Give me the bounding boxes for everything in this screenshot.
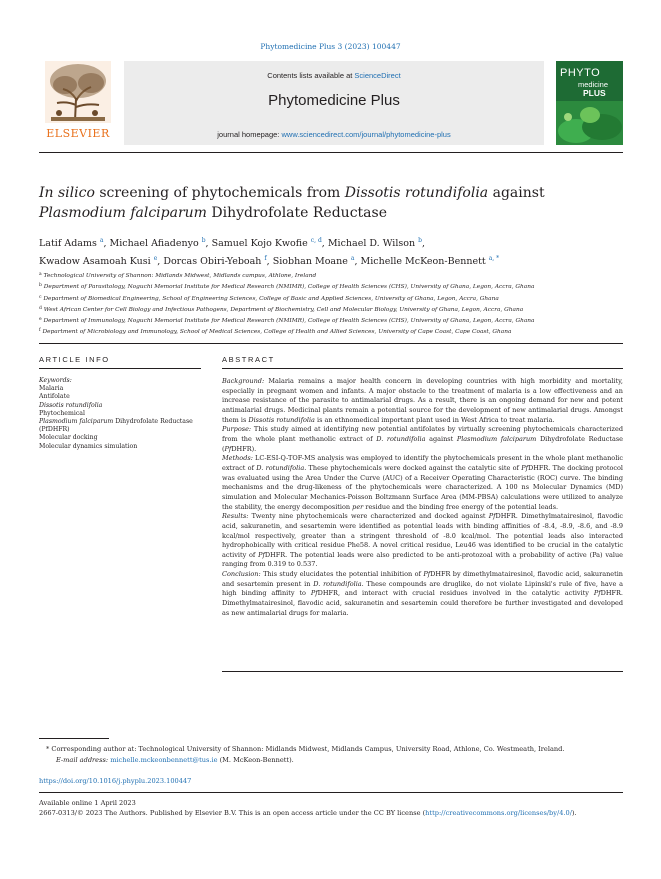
author-name[interactable]: Samuel Kojo Kwofie: [211, 238, 308, 249]
abstract-bottom-rule: [222, 671, 623, 672]
doi-link[interactable]: https://doi.org/10.1016/j.phyplu.2023.100447: [39, 777, 192, 785]
available-online-date: Available online 1 April 2023: [39, 799, 136, 807]
email-line: [46, 755, 624, 766]
affiliation-item: [39, 304, 623, 315]
abstract-text: per: [352, 502, 364, 511]
abstract-purpose: [222, 425, 623, 454]
journal-homepage-line: [124, 130, 544, 139]
author-affiliation-marker[interactable]: f: [264, 255, 267, 262]
elsevier-tree-icon: [45, 61, 111, 123]
affiliation-text: Department of Immunology, Noguchi Memorial Institute for Medical Research (NMIMR), College of Health Sciences (CHS), University of Ghana, Legon, Accra, Ghana: [43, 318, 535, 325]
abstract-text: This study elucidates the potential inhibition of: [260, 570, 424, 579]
article-title: [39, 183, 599, 223]
title-part: Dissotis rotundifolia: [344, 185, 489, 201]
affiliation-key: e: [39, 317, 42, 323]
corresponding-author-text: * Corresponding author at: Technological University of Shannon: Midlands Midwest, Midlands Campus, University Road, Athlone, Co. Westmeath, Ireland.: [46, 745, 565, 753]
keyword-item: (PfDHFR): [39, 426, 70, 434]
section-label: Conclusion:: [222, 570, 261, 579]
abstract-text: DHFR. The potential leads were also predicted to be anti-protozoal with a probability of active (Pa) value ranging from 0.319 to 0.537.: [222, 550, 623, 569]
keywords-label: Keywords:: [39, 377, 72, 384]
affiliation-item: [39, 293, 623, 304]
abstract-methods: [222, 454, 623, 512]
affiliation-text: Department of Parasitology, Noguchi Memorial Institute for Medical Research (NMIMR), College of Health Sciences (CHS), University of Ghana, Legon, Accra, Ghana: [43, 284, 535, 291]
license-line: [39, 809, 623, 817]
email-link[interactable]: michelle.mckeonbennett@tus.ie: [110, 756, 218, 764]
journal-title: Phytomedicine Plus: [268, 92, 400, 109]
abstract-text: LC-ESI-Q-TOF-MS analysis was employed to identify the phytochemicals present in the whole plant methanolic extract of: [222, 454, 623, 472]
footnote-rule: [39, 738, 109, 739]
article-info-rule: [39, 368, 201, 369]
keyword-item: Phytochemical: [39, 409, 85, 417]
abstract-text: D. rotundifolia: [376, 434, 426, 443]
affiliation-item: [39, 326, 623, 337]
title-part: In silico: [39, 185, 95, 201]
title-part: against: [488, 185, 545, 201]
affiliation-text: West African Center for Cell Biology and Infectious Pathogens, Department of Biochemistry, Cell and Molecular Biology, University of Ghana, Legon, Accra, Ghana: [43, 306, 524, 313]
abstract-text: Pf: [423, 570, 431, 579]
author-name[interactable]: Siobhan Moane: [272, 256, 348, 267]
elsevier-logo: [39, 61, 117, 143]
author-name[interactable]: Latif Adams: [39, 238, 97, 249]
author-affiliation-marker[interactable]: a, *: [488, 255, 500, 262]
title-part: Plasmodium falciparum: [39, 205, 207, 221]
abstract-text: DHFR. Dimethylmatairesinol, flavodic acid, sakuranetin and sesartemin could therefore be further investigated and developed as new antimalarial drugs for malaria.: [222, 589, 623, 617]
author-affiliation-marker[interactable]: b: [418, 237, 422, 244]
abstract-text: Twenty nine phytochemicals were characterized and docked against: [248, 512, 489, 521]
abstract-results: [222, 512, 623, 570]
abstract-body: [222, 377, 623, 618]
author-name[interactable]: Michael D. Wilson: [327, 238, 416, 249]
abstract-text: Dihydrofolate Reductase (: [222, 434, 624, 453]
keyword-item: Antifolate: [39, 393, 70, 401]
affiliation-rule: [39, 343, 623, 344]
affiliation-item: [39, 315, 623, 326]
section-label: Background:: [222, 377, 265, 385]
author-name[interactable]: Michelle McKeon-Bennett: [360, 256, 486, 267]
author-affiliation-marker[interactable]: c, d: [310, 237, 322, 244]
abstract-text: This study aimed at identifying new potential antifolates by virtually screening phytochemicals characterized from the whole plant methanolic extract of: [222, 425, 623, 443]
abstract-text: residue and the binding free energy of the potential leads.: [363, 502, 559, 511]
abstract-text: DHFR, and interact with crucial residues involved in the catalytic activity: [317, 589, 594, 598]
affiliation-item: [39, 270, 623, 281]
license-text: 2667-0313/© 2023 The Authors. Published by Elsevier B.V. This is an open access article under the CC BY license (: [39, 809, 426, 817]
homepage-prefix: journal homepage:: [217, 130, 282, 139]
cover-title-medicine: medicine: [578, 80, 609, 89]
author-affiliation-marker[interactable]: a: [350, 255, 355, 262]
abstract-text: Pf: [258, 550, 265, 559]
abstract-text: Malaria remains a major health concern in developing countries with high morbidity and mortality, especially in pregnant women and infants. A major obstacle to the treatment of malaria is a low effectiveness and an increase resistance of the parasite to antimalarial drugs. As a result, there is an ongoing demand for new and potent antimalarial drugs. Medicinal plants remain a potential source for the development of new antimalarial drugs. Amongst them is: [222, 377, 623, 424]
keyword-text: Dissotis rotundifolia: [39, 401, 103, 409]
abstract-text: DHFR. The docking protocol was evaluated using the Area Under the Curve (AUC) of a Receiver Operating Characteristic (ROC) curve. The binding mechanisms and the drug-likeness of the phytochemicals were characterized. A 100 ns Molecular Dynamics (MD) simulation and Molecular Mechanics-Poisson Boltzmann Surface Area (MM-PBSA) calculations were utilized to analyze the stability, the energy decomposition: [222, 463, 623, 511]
abstract-text: Plasmodium falciparum: [456, 434, 537, 443]
author-list: Latif Adams $^a$, Michael Afiadenyo $^b$, Samuel Kojo Kwofie $^{c, d}$, Michael D. Wilson $^b$, Kwadow Asamoah Kusi $^e$, Dorcas Obiri-Yeboah $^f$, Siobhan Moane $^a$, Michelle McKeon-Bennett $^{a, *}$: [39, 237, 500, 267]
abstract-heading: ABSTRACT: [222, 355, 275, 364]
abstract-conclusion: [222, 570, 623, 618]
affiliation-key: f: [39, 328, 41, 334]
abstract-background: [222, 377, 623, 425]
license-link[interactable]: http://creativecommons.org/licenses/by/4.0/: [425, 809, 572, 817]
affiliation-text: Technological University of Shannon: Midlands Midwest, Midlands campus, Athlone, Ireland: [43, 273, 317, 279]
cover-title-phyto: PHYTO: [560, 67, 601, 79]
affiliation-key: d: [39, 305, 42, 311]
abstract-text: is an ethnomedical important plant used in West Africa to treat malaria.: [314, 415, 555, 424]
abstract-text: . These compounds are druglike, do not violate Lipinski's rule of five, have a high binding affinity to: [222, 579, 623, 598]
sciencedirect-link[interactable]: ScienceDirect: [354, 71, 401, 80]
title-part: screening of phytochemicals from: [94, 185, 345, 201]
footer-rule: [39, 792, 623, 793]
author-name[interactable]: Dorcas Obiri-Yeboah: [163, 256, 262, 267]
abstract-text: DHFR).: [231, 444, 257, 453]
title-part: Dihydrofolate Reductase: [206, 205, 387, 221]
abstract-text: Dissotis rotundifolia: [248, 415, 315, 424]
affiliation-text: Department of Biomedical Engineering, School of Engineering Sciences, College of Basic and Applied Sciences, University of Ghana, Legon, Accra, Ghana: [43, 295, 499, 302]
abstract-rule: [222, 368, 623, 369]
section-label: Purpose:: [222, 425, 252, 434]
abstract-text: Pf: [488, 512, 496, 521]
affiliation-key: c: [39, 294, 42, 300]
email-suffix: (M. McKeon-Bennett).: [217, 756, 294, 764]
abstract-text: DHFR. Dimethylmatairesinol, flavodic acid, sakuranetin, and sesartemin were identified as potential leads with binding affinities of -8.4, -8.9, -8.6, and -8.9 kcal/mol respectively, greater than a stringent threshold of -8.0 kcal/mol. The potential leads also interacted hydrophobically with critical residue Phe58. A novel critical residue, Leu46 was identified to be crucial in the catalytic activity of: [222, 512, 623, 559]
contents-prefix: Contents lists available at: [267, 71, 355, 80]
article-info-heading: ARTICLE INFO: [39, 355, 110, 364]
affiliations-list: [39, 270, 623, 338]
journal-cover-image[interactable]: [556, 61, 623, 145]
abstract-text: against: [425, 434, 457, 443]
contents-line: [124, 71, 544, 80]
license-text: ).: [571, 809, 577, 817]
author-affiliation-marker[interactable]: b: [201, 237, 206, 244]
corresponding-author-footnote: [46, 744, 624, 766]
keyword-item: [39, 402, 209, 410]
author-affiliation-marker[interactable]: a: [99, 237, 104, 244]
keyword-item: Malaria: [39, 385, 64, 393]
abstract-text: DHFR by dimethylmatairesinol, flavodic acid, sakuranetin and sesartemin present in: [222, 570, 623, 588]
abstract-text: D. rotundifolia: [256, 463, 305, 472]
journal-homepage-link[interactable]: www.sciencedirect.com/journal/phytomedicine-plus: [281, 130, 451, 139]
affiliation-item: [39, 281, 623, 292]
keyword-item: Molecular dynamics simulation: [39, 442, 138, 450]
abstract-text: Pf: [310, 589, 318, 598]
cover-title-plus: PLUS: [583, 88, 606, 98]
section-label: Results:: [222, 512, 249, 521]
journal-reference-link[interactable]: Phytomedicine Plus 3 (2023) 100447: [260, 42, 401, 51]
affiliation-text: Department of Microbiology and Immunology, School of Medical Sciences, College of Health and Allied Sciences, University of Cape Coast, Cape Coast, Ghana: [42, 329, 512, 336]
affiliation-key: b: [39, 283, 42, 289]
keyword-text: Dihydrofolate Reductase: [113, 418, 193, 426]
author-affiliation-marker[interactable]: e: [153, 255, 158, 262]
email-label: E-mail address:: [56, 756, 109, 764]
affiliation-key: a: [39, 272, 42, 277]
abstract-text: . These phytochemicals were docked against the catalytic site of: [304, 463, 522, 472]
abstract-text: Pf: [224, 444, 232, 453]
section-label: Methods:: [222, 454, 253, 463]
keyword-text: Plasmodium falciparum: [39, 418, 114, 426]
keyword-item: Molecular docking: [39, 434, 98, 442]
author-name[interactable]: Michael Afiadenyo: [109, 238, 199, 249]
elsevier-wordmark: ELSEVIER: [46, 127, 110, 140]
cover-plant-art-icon: [556, 101, 623, 145]
abstract-text: D. rotundifolia: [313, 579, 362, 588]
keyword-item: [39, 418, 209, 426]
author-name[interactable]: Kwadow Asamoah Kusi: [39, 256, 151, 267]
keywords-block: [39, 377, 209, 451]
abstract-text: Pf: [521, 463, 528, 472]
header-rule: [39, 152, 623, 153]
abstract-text: Pf: [593, 589, 601, 598]
